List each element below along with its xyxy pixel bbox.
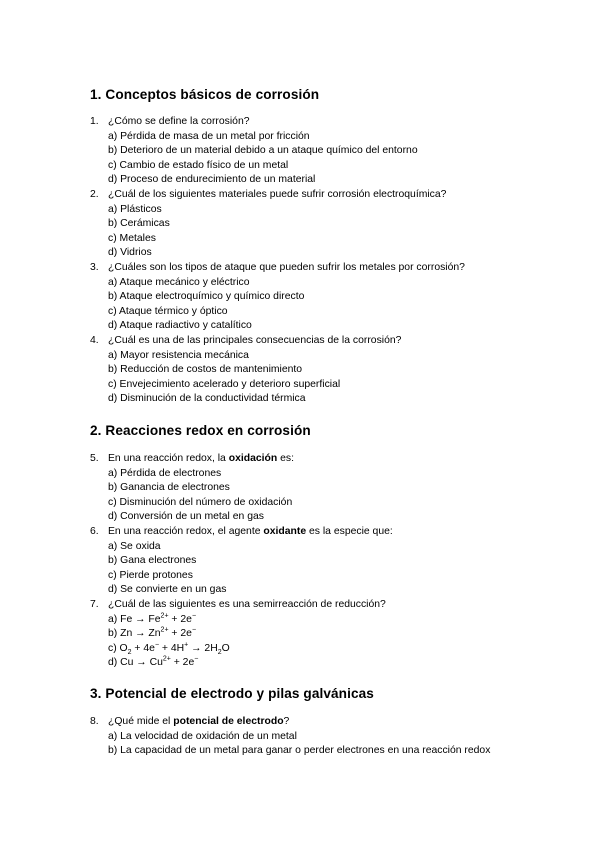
option-c: c) Disminución del número de oxidación <box>108 496 293 508</box>
section-1 <box>90 86 560 104</box>
option-c: c) $O_2 + 4e^- + 4H^+ \to 2H_2O$ <box>108 641 230 656</box>
question-number: 3. <box>90 261 99 273</box>
question-4 <box>90 334 560 349</box>
section-2 <box>90 422 560 440</box>
option-b: b) Ataque electroquímico y químico directo <box>108 291 305 303</box>
option-b: b) Deterioro de un material debido a un ataque químico del entorno <box>108 145 418 157</box>
option-b: b) Cerámicas <box>108 218 170 230</box>
option-b: b) Reducción de costos de mantenimiento <box>108 364 303 376</box>
option-d: d) Conversión de un metal en gas <box>108 511 264 523</box>
option-d: d) Se convierte en un gas <box>108 584 227 596</box>
option-a: a) Plásticos <box>108 203 162 215</box>
option-d: d) Vidrios <box>108 247 152 259</box>
option-d: d) $Cu \to Cu^{2+} + 2e^-$ <box>108 655 199 669</box>
option-c: c) Ataque térmico y óptico <box>108 305 228 317</box>
option-c: c) Cambio de estado físico de un metal <box>108 159 289 171</box>
section-title: 2. Reacciones redox en corrosión <box>90 423 311 438</box>
option-c: c) Metales <box>108 232 156 244</box>
option-a: a) $Fe \to Fe^{2+} + 2e^-$ <box>108 612 197 625</box>
question-text: ¿Cuál de las siguientes es una semirreacción de reducción? <box>108 598 386 610</box>
option-c: c) Pierde protones <box>108 569 193 581</box>
question-number: 1. <box>90 116 99 127</box>
option-a: a) Pérdida de electrones <box>108 467 222 479</box>
bold-term: oxidante <box>263 525 307 537</box>
option-a: a) Pérdida de masa de un metal por fricción <box>108 130 310 142</box>
question-7 <box>90 598 560 613</box>
section-3 <box>90 685 560 703</box>
option-d: d) Ataque radiactivo y catalítico <box>108 320 252 332</box>
option-c: c) Envejecimiento acelerado y deterioro superficial <box>108 378 341 390</box>
question-1 <box>90 115 560 130</box>
section-title: 1. Conceptos básicos de corrosión <box>90 87 320 102</box>
question-number: 8. <box>90 716 99 727</box>
section-1-questions <box>90 115 560 407</box>
question-5 <box>90 452 560 467</box>
option-d: d) Proceso de endurecimiento de un material <box>108 174 316 186</box>
option-b: b) Gana electrones <box>108 555 197 567</box>
question-text: En una reacción redox, la oxidación es: <box>108 453 294 464</box>
question-text: ¿Cuál de los siguientes materiales puede sufrir corrosión electroquímica? <box>108 188 447 200</box>
option-b: b) La capacidad de un metal para ganar o perder electrones en una reacción redox <box>108 745 491 757</box>
question-number: 4. <box>90 334 99 346</box>
option-a: a) Mayor resistencia mecánica <box>108 349 249 361</box>
question-3 <box>90 261 560 276</box>
question-number: 6. <box>90 525 99 537</box>
section-title: 3. Potencial de electrodo y pilas galvánicas <box>90 686 374 701</box>
question-number: 2. <box>90 188 99 200</box>
question-text: ¿Cuáles son los tipos de ataque que pueden sufrir los metales por corrosión? <box>108 261 465 273</box>
question-number: 5. <box>90 453 99 464</box>
question-2 <box>90 188 560 203</box>
option-a: a) Se oxida <box>108 540 161 552</box>
question-8 <box>90 715 560 730</box>
question-text: ¿Cuál es una de las principales consecuencias de la corrosión? <box>108 334 402 346</box>
question-text: ¿Qué mide el potencial de electrodo? <box>108 716 290 727</box>
option-d: d) Disminución de la conductividad térmica <box>108 393 306 405</box>
option-b: b) Ganancia de electrones <box>108 482 230 494</box>
option-b: b) $Zn \to Zn^{2+} + 2e^-$ <box>108 626 197 640</box>
section-2-questions <box>90 452 560 671</box>
question-text: ¿Cómo se define la corrosión? <box>108 116 250 127</box>
section-3-questions <box>90 715 560 759</box>
question-number: 7. <box>90 598 99 610</box>
question-text: En una reacción redox, el agente oxidante es la especie que: <box>108 525 393 537</box>
option-a: a) La velocidad de oxidación de un metal <box>108 730 297 742</box>
question-6 <box>90 525 560 540</box>
bold-term: potencial de electrodo <box>173 716 284 727</box>
bold-term: oxidación <box>228 453 278 464</box>
option-a: a) Ataque mecánico y eléctrico <box>108 276 250 288</box>
